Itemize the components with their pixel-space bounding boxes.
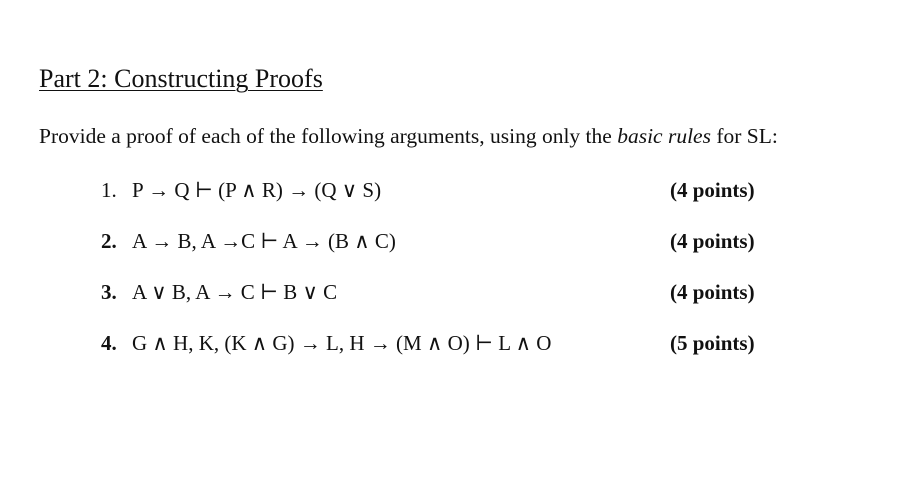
problem-number: 4.: [101, 331, 117, 355]
problem-points: (4 points): [670, 229, 755, 253]
problem-points: (4 points): [670, 178, 755, 202]
problem-item-1: [101, 178, 791, 208]
problem-item-3: [101, 280, 791, 310]
problem-points: (5 points): [670, 331, 755, 355]
problem-number: 3.: [101, 280, 117, 304]
instructions-text-start: Provide a proof of each of the following arguments, using only the: [39, 124, 618, 148]
problem-number: 2.: [101, 229, 117, 253]
instructions-text-end: for SL:: [710, 124, 778, 148]
problem-argument: G ∧ H, K, (K ∧ G) → L, H → (M ∧ O) ⊢ L ∧ O: [132, 331, 552, 355]
problem-points: (4 points): [670, 280, 755, 304]
problem-number: 1.: [101, 178, 117, 202]
problem-argument: A → B, A →C ⊢ A → (B ∧ C): [132, 229, 396, 253]
problem-argument: P → Q ⊢ (P ∧ R) → (Q ∨ S): [132, 178, 382, 202]
instructions-text: [39, 124, 778, 149]
problem-item-4: [101, 331, 791, 361]
problem-item-2: [101, 229, 791, 259]
problem-argument: A ∨ B, A → C ⊢ B ∨ C: [132, 280, 338, 304]
section-heading: Part 2: Constructing Proofs: [39, 64, 323, 93]
instructions-emphasis: basic rules: [617, 124, 711, 148]
